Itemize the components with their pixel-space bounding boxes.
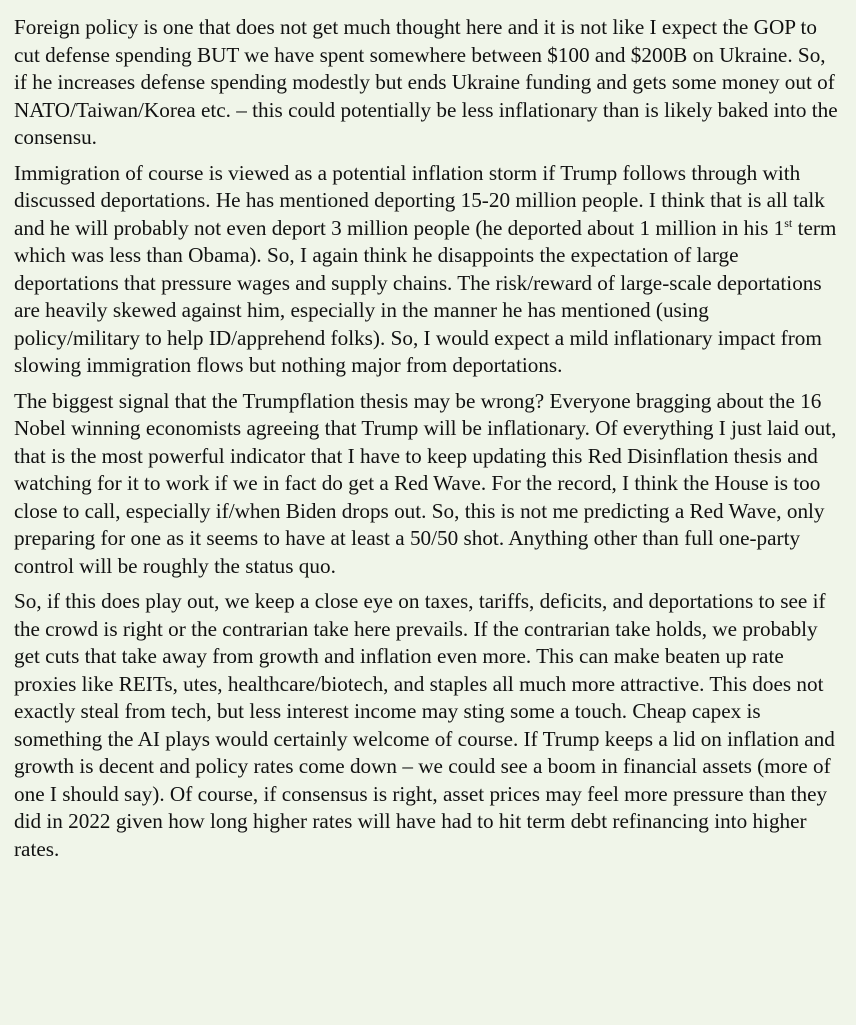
paragraph-trumpflation-signal — [14, 388, 840, 581]
paragraph-immigration — [14, 160, 840, 380]
ordinal-superscript: st — [784, 215, 793, 230]
paragraph-foreign-policy — [14, 14, 840, 152]
paragraph-outlook — [14, 588, 840, 863]
paragraph-text-after-superscript: term which was less than Obama). So, I again think he disappoints the expectation of large deportations that pressure wages and supply chains. The risk/reward of large-scale deportations are heavily skewed against him, especially in the manner he has mentioned (using policy/military to help ID/apprehend folks). So, I would expect a mild inflationary impact from slowing immigration flows but nothing major from deportations. — [14, 215, 837, 377]
paragraph-text: The biggest signal that the Trumpflation thesis may be wrong? Everyone bragging about the 16 Nobel winning economists agreeing that Trump will be inflationary. Of everything I just laid out, that is the most powerful indicator that I have to keep updating this Red Disinflation thesis and watching for it to work if we in fact do get a Red Wave. For the record, I think the House is too close to call, especially if/when Biden drops out. So, this is not me predicting a Red Wave, only preparing for one as it seems to have at least a 50/50 shot. Anything other than full one-party control will be roughly the status quo. — [14, 388, 837, 578]
paragraph-text: Foreign policy is one that does not get much thought here and it is not like I expect the GOP to cut defense spending BUT we have spent somewhere between $100 and $200B on Ukraine. So, if he increases defense spending modestly but ends Ukraine funding and gets some money out of NATO/Taiwan/Korea etc. – this could potentially be less inflationary than is likely baked into the consensu. — [14, 15, 838, 149]
paragraph-text: So, if this does play out, we keep a close eye on taxes, tariffs, deficits, and deportations to see if the crowd is right or the contrarian take here prevails. If the contrarian take holds, we probably get cuts that take away from growth and inflation even more. This can make beaten up rate proxies like REITs, utes, healthcare/biotech, and staples all much more attractive. This does not exactly steal from tech, but less interest income may sting some a touch. Cheap capex is something the AI plays would certainly welcome of course. If Trump keeps a lid on inflation and growth is decent and policy rates come down – we could see a boom in financial assets (more of one I should say). Of course, if consensus is right, asset prices may feel more pressure than they did in 2022 given how long higher rates will have had to hit term debt refinancing into higher rates. — [14, 589, 835, 861]
paragraph-text-before-superscript: Immigration of course is viewed as a potential inflation storm if Trump follows through with discussed deportations. He has mentioned deporting 15-20 million people. I think that is all talk and he will probably not even deport 3 million people (he deported about 1 million in his 1 — [14, 160, 825, 240]
